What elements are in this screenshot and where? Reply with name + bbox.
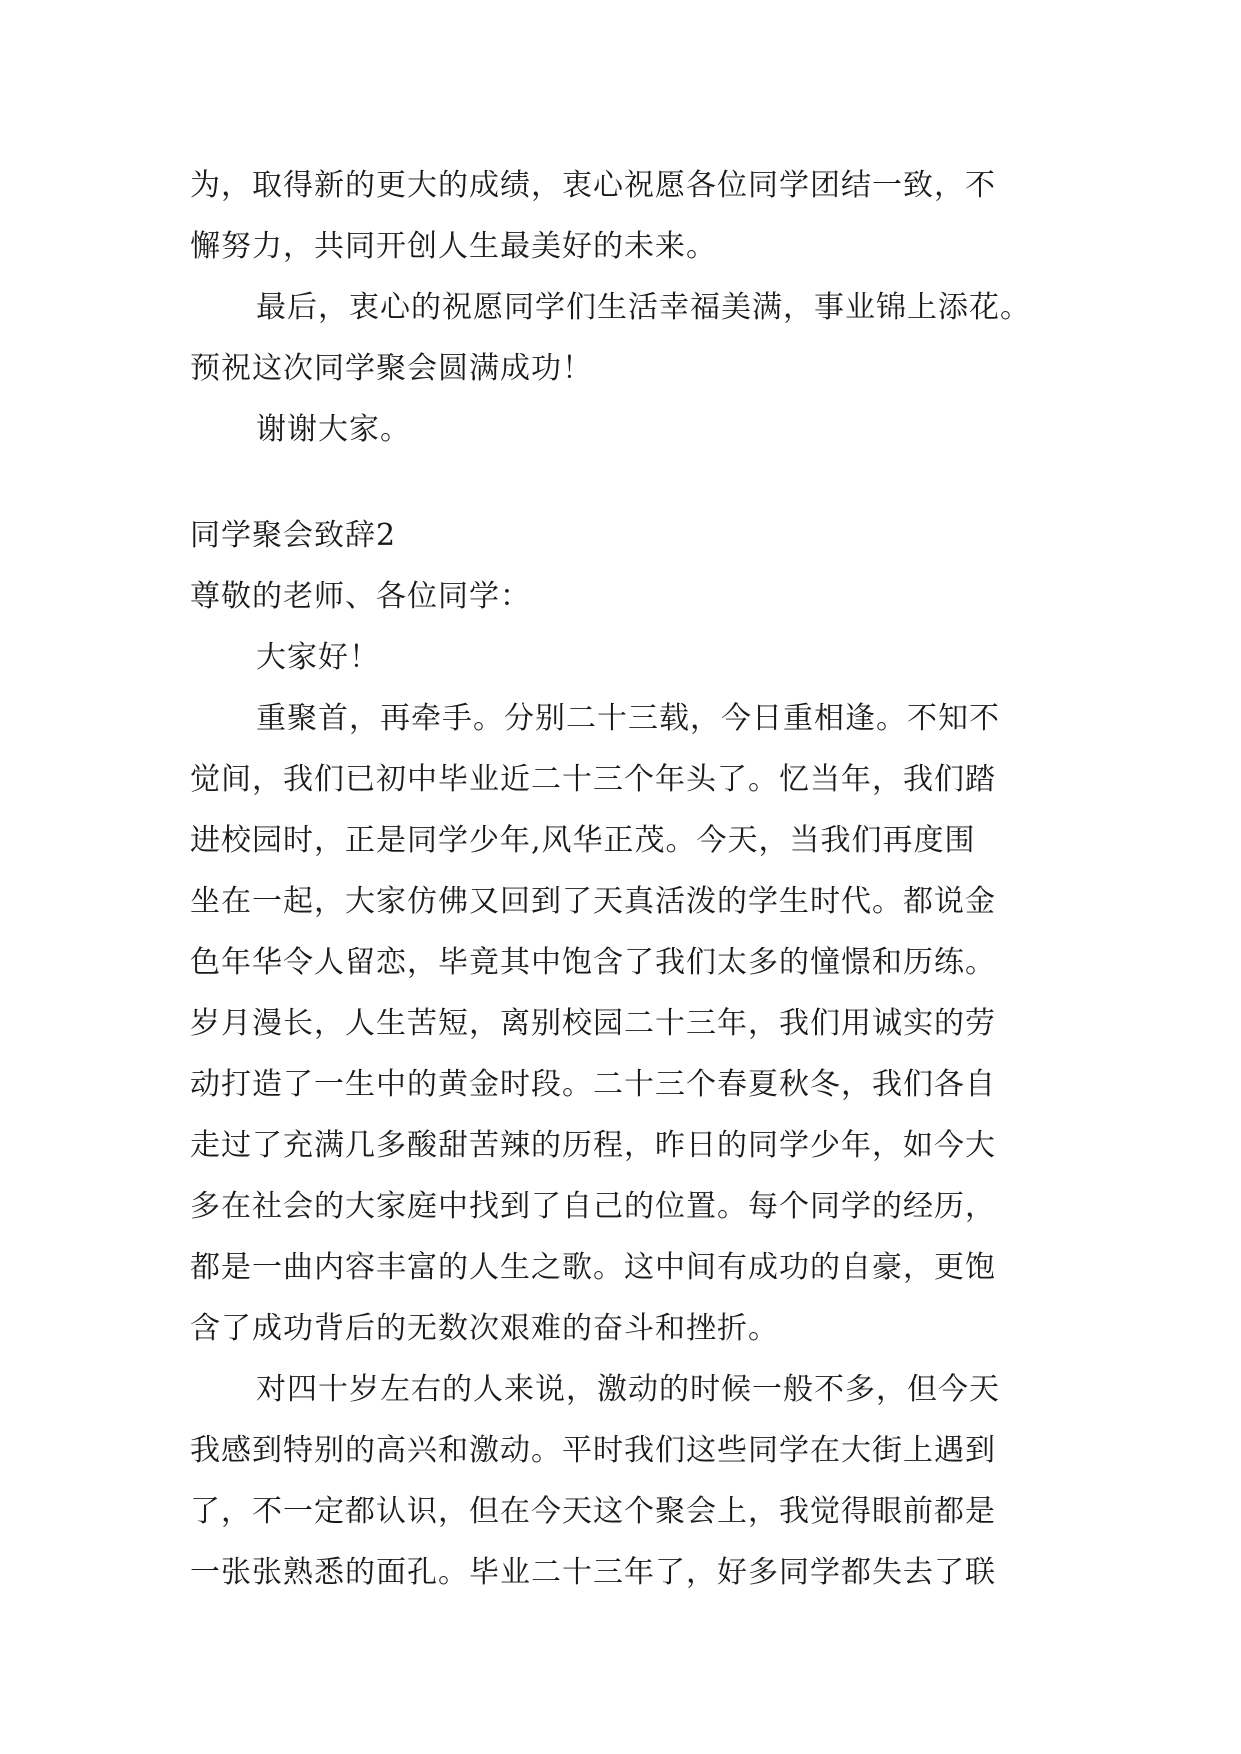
text-line: 含了成功背后的无数次艰难的奋斗和挫折。: [190, 1311, 779, 1346]
text-line: 对四十岁左右的人来说，激动的时候一般不多，但今天: [256, 1372, 1000, 1407]
greeting: 大家好！: [256, 640, 380, 675]
salutation: 尊敬的老师、各位同学：: [190, 579, 531, 614]
text-line: 多在社会的大家庭中找到了自己的位置。每个同学的经历，: [190, 1189, 996, 1224]
section-title: 同学聚会致辞2: [190, 518, 397, 553]
text-line: 为，取得新的更大的成绩，衷心祝愿各位同学团结一致，不: [190, 168, 996, 203]
text-line: 了，不一定都认识，但在今天这个聚会上，我觉得眼前都是: [190, 1494, 996, 1529]
text-line: 觉间，我们已初中毕业近二十三个年头了。忆当年，我们踏: [190, 762, 996, 797]
text-line: 预祝这次同学聚会圆满成功！: [190, 351, 593, 386]
text-line: 色年华令人留恋，毕竟其中饱含了我们太多的憧憬和历练。: [190, 945, 996, 980]
text-line: 动打造了一生中的黄金时段。二十三个春夏秋冬，我们各自: [190, 1067, 996, 1102]
text-line: 走过了充满几多酸甜苦辣的历程，昨日的同学少年，如今大: [190, 1128, 996, 1163]
text-line: 都是一曲内容丰富的人生之歌。这中间有成功的自豪，更饱: [190, 1250, 996, 1285]
text-line: 坐在一起，大家仿佛又回到了天真活泼的学生时代。都说金: [190, 884, 996, 919]
text-line: 进校园时，正是同学少年,风华正茂。今天，当我们再度围: [190, 823, 976, 858]
text-line: 最后，衷心的祝愿同学们生活幸福美满，事业锦上添花。: [256, 290, 1031, 325]
text-line: 谢谢大家。: [256, 412, 411, 447]
text-line: 懈努力，共同开创人生最美好的未来。: [190, 229, 717, 264]
text-line: 一张张熟悉的面孔。毕业二十三年了，好多同学都失去了联: [190, 1555, 996, 1590]
text-line: 岁月漫长，人生苦短，离别校园二十三年，我们用诚实的劳: [190, 1006, 996, 1041]
text-line: 重聚首，再牵手。分别二十三载，今日重相逢。不知不: [256, 701, 1000, 736]
text-line: 我感到特别的高兴和激动。平时我们这些同学在大街上遇到: [190, 1433, 996, 1468]
